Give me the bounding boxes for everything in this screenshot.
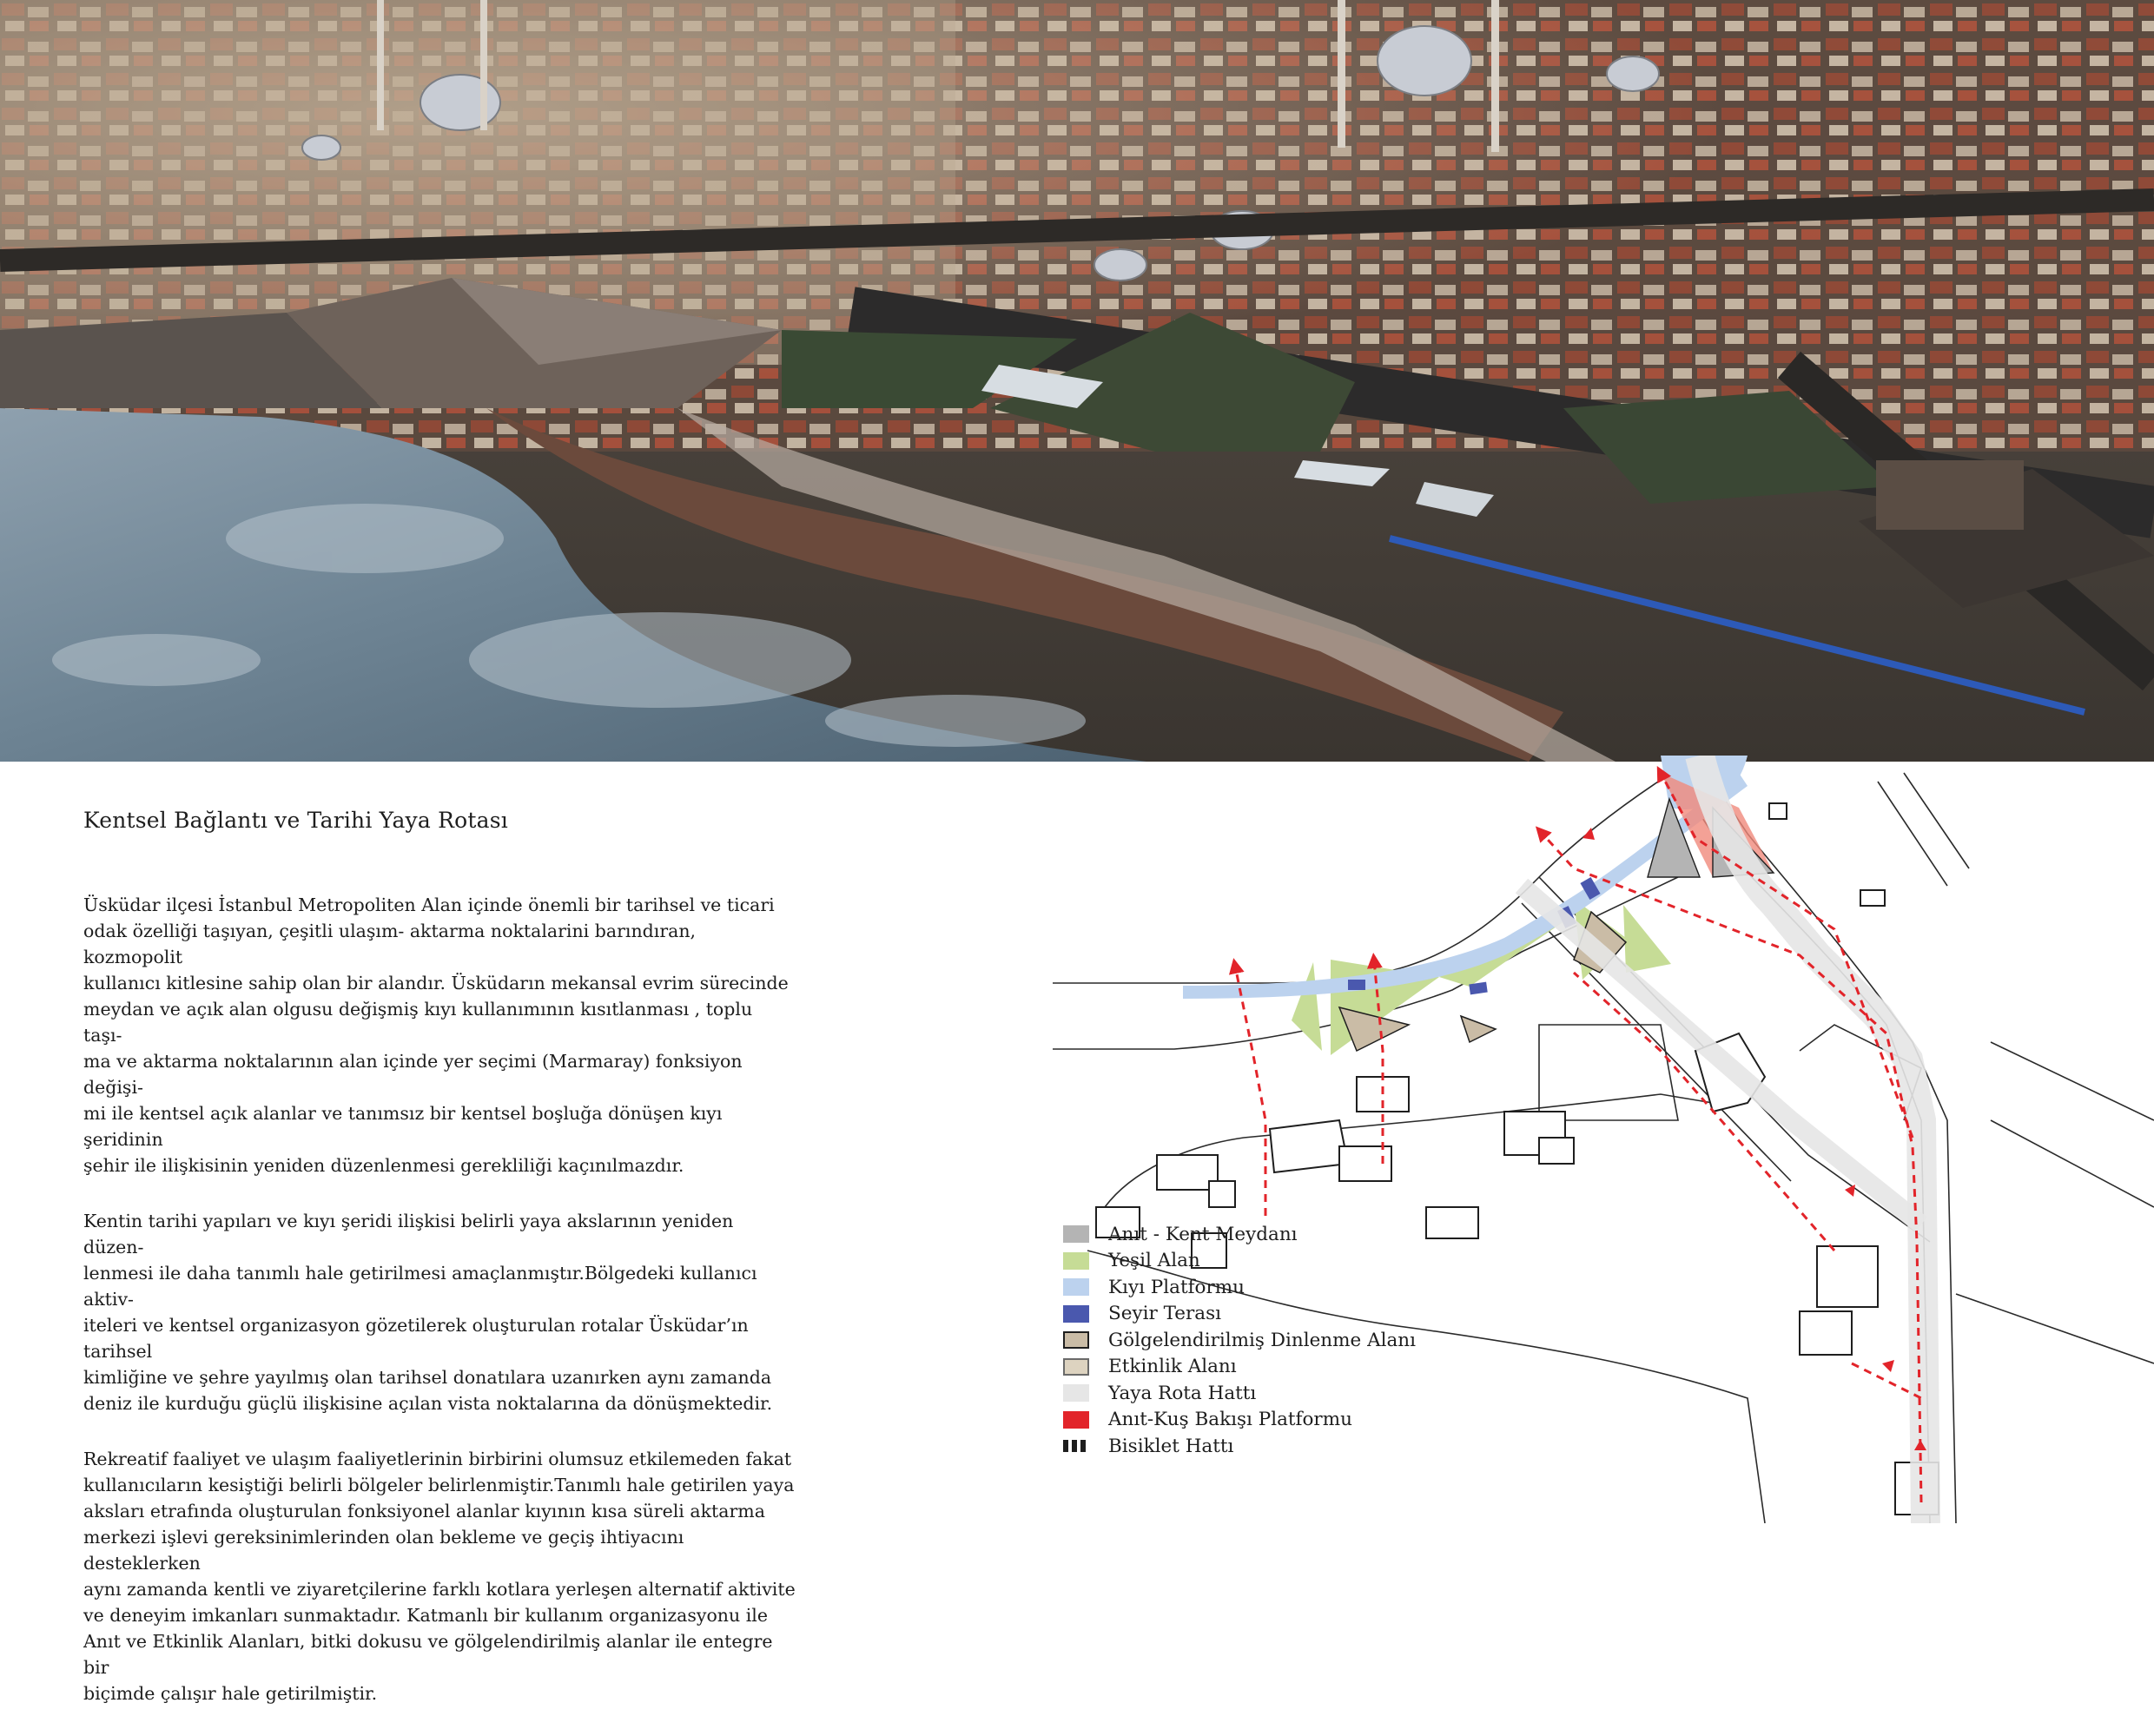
paragraph-line: merkezi işlevi gereksinimlerinden olan bekleme ve geçiş ihtiyacını desteklerken [83,1527,684,1574]
paragraph-line: Kentin tarihi yapıları ve kıyı şeridi ilişkisi belirli yaya akslarının yeniden düzen- [83,1211,734,1257]
legend-item [1063,1221,1416,1248]
legend-label: Yaya Rota Hattı [1108,1382,1257,1404]
legend-swatch [1063,1411,1089,1429]
paragraph-line: Rekreatif faaliyet ve ulaşım faaliyetlerinin birbirini olumsuz etkilemeden fakat [83,1449,792,1469]
paragraph-1 [83,892,796,1178]
legend-item [1063,1380,1416,1407]
legend-label: Seyir Terası [1108,1303,1221,1325]
legend [1063,1221,1416,1460]
paragraph-line: kullanıcı kitlesine sahip olan bir alandır. Üsküdarın mekansal evrim sürecinde [83,973,789,993]
legend-swatch [1063,1384,1089,1402]
legend-swatch [1063,1278,1089,1296]
paragraphs [83,892,796,1706]
legend-item [1063,1248,1416,1275]
paragraph-line: Üsküdar ilçesi İstanbul Metropoliten Alan içinde önemli bir tarihsel ve ticari [83,894,775,915]
paragraph-line: Anıt ve Etkinlik Alanları, bitki dokusu ve gölgelendirilmiş alanlar ile entegre bir [83,1631,773,1678]
legend-label: Yeşil Alan [1108,1250,1200,1272]
legend-item [1063,1274,1416,1301]
legend-swatch [1063,1440,1089,1452]
paragraph-line: aksları etrafında oluşturulan fonksiyonel alanlar kıyının kısa süreli aktarma [83,1501,765,1521]
paragraph-line: ma ve aktarma noktalarının alan içinde yer seçimi (Marmaray) fonksiyon değişi- [83,1051,743,1098]
section-title: Kentsel Bağlantı ve Tarihi Yaya Rotası [83,808,508,833]
legend-swatch [1063,1225,1089,1243]
legend-item [1063,1301,1416,1328]
legend-swatch [1063,1305,1089,1323]
paragraph-line: meydan ve açık alan olgusu değişmiş kıyı kullanımının kısıtlanması , toplu taşı- [83,999,753,1046]
legend-label: Etkinlik Alanı [1108,1356,1237,1378]
legend-swatch [1063,1358,1089,1376]
legend-label: Anıt - Kent Meydanı [1108,1223,1298,1245]
paragraph-line: lenmesi ile daha tanımlı hale getirilmesi amaçlanmıştır.Bölgedeki kullanıcı aktiv- [83,1263,757,1310]
paragraph-line: mi ile kentsel açık alanlar ve tanımsız bir kentsel boşluğa dönüşen kıyı şeridinin [83,1103,723,1150]
legend-label: Kıyı Platformu [1108,1276,1245,1298]
aerial-render [0,0,2154,762]
legend-label: Bisiklet Hattı [1108,1435,1234,1457]
legend-swatch [1063,1252,1089,1270]
paragraph-line: aynı zamanda kentli ve ziyaretçilerine farklı kotlara yerleşen alternatif aktivite [83,1579,796,1600]
legend-item [1063,1354,1416,1381]
text-column [83,808,796,1736]
paragraph-line: ve deneyim imkanları sunmaktadır. Katmanlı bir kullanım organizasyonu ile [83,1605,768,1626]
paragraph-line: kimliğine ve şehre yayılmış olan tarihsel donatılara uzanırken aynı zamanda [83,1367,772,1388]
paragraph-2 [83,1208,796,1416]
legend-item [1063,1407,1416,1434]
paragraph-line: şehir ile ilişkisinin yeniden düzenlenmesi gerekliliği kaçınılmazdır. [83,1155,684,1176]
paragraph-line: kullanıcıların kesiştiği belirli bölgeler belirlenmiştir.Tanımlı hale getirilen yaya [83,1475,795,1495]
legend-label: Gölgelendirilmiş Dinlenme Alanı [1108,1329,1417,1351]
legend-swatch [1063,1331,1089,1349]
legend-label: Anıt-Kuş Bakışı Platformu [1108,1409,1352,1431]
paragraph-3 [83,1446,796,1706]
paragraph-line: iteleri ve kentsel organizasyon gözetilerek oluşturulan rotalar Üsküdar’ın tarihsel [83,1315,749,1362]
paragraph-line: deniz ile kurduğu güçlü ilişkisine açılan vista noktalarına da dönüşmektedir. [83,1393,773,1414]
legend-item [1063,1433,1416,1460]
paragraph-line: biçimde çalışır hale getirilmiştir. [83,1683,378,1704]
paragraph-line: odak özelliği taşıyan, çeşitli ulaşım- aktarma noktalarini barındıran, kozmopolit [83,921,697,967]
legend-item [1063,1327,1416,1354]
